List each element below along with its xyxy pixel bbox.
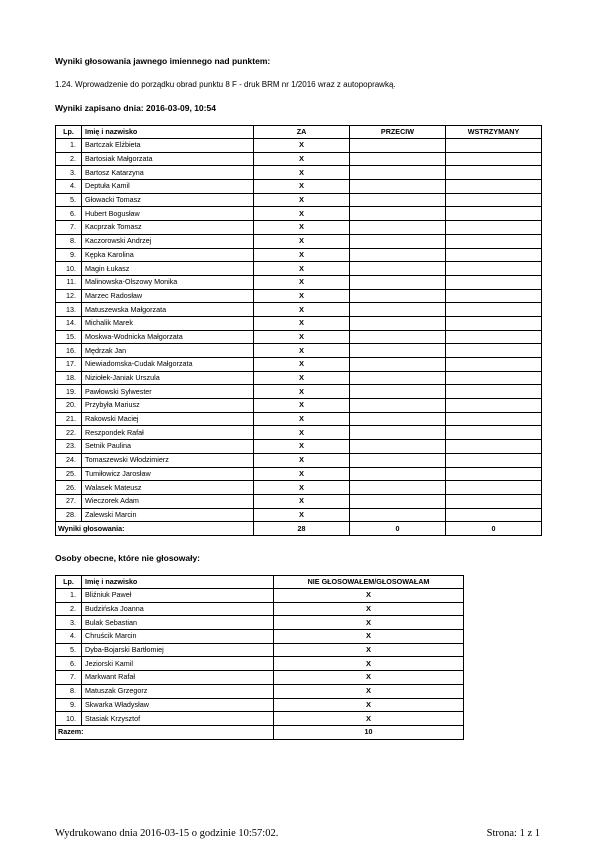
vote-mark (350, 453, 446, 467)
vote-mark (350, 289, 446, 303)
row-number: 21. (56, 412, 82, 426)
vote-mark (350, 303, 446, 317)
vote-mark (446, 303, 542, 317)
member-name: Matuszewska Małgorzata (82, 303, 254, 317)
row-number: 20. (56, 399, 82, 413)
absent-header-row (56, 576, 464, 589)
vote-mark: X (254, 481, 350, 495)
member-name: Przybyła Mariusz (82, 399, 254, 413)
vote-mark: X (254, 371, 350, 385)
member-name: Malinowska-Olszowy Monika (82, 275, 254, 289)
member-name: Hubert Bogusław (82, 207, 254, 221)
member-name: Dyba-Bojarski Bartłomiej (82, 643, 274, 657)
absent-table (55, 575, 464, 740)
vote-mark: X (254, 440, 350, 454)
vote-mark: X (274, 671, 464, 685)
member-name: Rakowski Maciej (82, 412, 254, 426)
member-name: Mędrzak Jan (82, 344, 254, 358)
row-number: 12. (56, 289, 82, 303)
row-number: 28. (56, 508, 82, 522)
vote-mark (350, 344, 446, 358)
agenda-item: 1.24. Wprowadzenie do porządku obrad punktu 8 F - druk BRM nr 1/2016 wraz z autopoprawką. (55, 80, 396, 89)
vote-mark (446, 358, 542, 372)
vote-mark (446, 481, 542, 495)
column-header: Imię i nazwisko (82, 576, 274, 589)
row-number: 24. (56, 453, 82, 467)
table-row (56, 643, 464, 657)
table-row (56, 440, 542, 454)
table-row (56, 180, 542, 194)
member-name: Bulak Sebastian (82, 616, 274, 630)
row-number: 9. (56, 698, 82, 712)
vote-mark: X (254, 234, 350, 248)
vote-mark (446, 371, 542, 385)
row-number: 15. (56, 330, 82, 344)
vote-mark: X (254, 467, 350, 481)
vote-mark (350, 358, 446, 372)
row-number: 1. (56, 589, 82, 603)
summary-label: Razem: (56, 725, 274, 739)
member-name: Moskwa-Wodnicka Małgorzata (82, 330, 254, 344)
vote-mark (350, 207, 446, 221)
summary-total: 10 (274, 725, 464, 739)
summary-za: 28 (254, 522, 350, 536)
member-name: Michalik Marek (82, 316, 254, 330)
column-header: NIE GŁOSOWAŁEM/GŁOSOWAŁAM (274, 576, 464, 589)
vote-mark (350, 262, 446, 276)
vote-mark: X (274, 630, 464, 644)
row-number: 19. (56, 385, 82, 399)
table-row (56, 289, 542, 303)
vote-mark: X (254, 152, 350, 166)
table-row (56, 221, 542, 235)
vote-mark (446, 316, 542, 330)
table-row (56, 467, 542, 481)
vote-mark (350, 193, 446, 207)
row-number: 27. (56, 494, 82, 508)
vote-mark: X (254, 508, 350, 522)
vote-mark (350, 221, 446, 235)
member-name: Chruścik Marcin (82, 630, 274, 644)
row-number: 6. (56, 657, 82, 671)
vote-mark (446, 330, 542, 344)
table-row (56, 589, 464, 603)
member-name: Bartosz Katarzyna (82, 166, 254, 180)
vote-mark: X (254, 248, 350, 262)
vote-mark: X (254, 262, 350, 276)
member-name: Matuszak Grzegorz (82, 684, 274, 698)
row-number: 1. (56, 139, 82, 153)
table-row (56, 166, 542, 180)
vote-mark (350, 371, 446, 385)
row-number: 9. (56, 248, 82, 262)
table-row (56, 248, 542, 262)
document-title: Wyniki głosowania jawnego imiennego nad punktem: (55, 56, 271, 66)
member-name: Skwarka Władysław (82, 698, 274, 712)
page-number: Strona: 1 z 1 (486, 828, 540, 839)
table-row (56, 385, 542, 399)
vote-mark (350, 481, 446, 495)
row-number: 8. (56, 684, 82, 698)
vote-mark (446, 344, 542, 358)
vote-mark: X (254, 426, 350, 440)
member-name: Tomaszewski Włodzimierz (82, 453, 254, 467)
row-number: 10. (56, 712, 82, 726)
absent-title: Osoby obecne, które nie głosowały: (55, 553, 201, 563)
row-number: 5. (56, 643, 82, 657)
row-number: 3. (56, 166, 82, 180)
vote-mark (350, 440, 446, 454)
vote-mark (446, 289, 542, 303)
vote-mark (350, 166, 446, 180)
vote-mark: X (274, 657, 464, 671)
summary-wstrzymany: 0 (446, 522, 542, 536)
vote-mark: X (254, 399, 350, 413)
table-row (56, 371, 542, 385)
table-row (56, 494, 542, 508)
vote-mark (350, 139, 446, 153)
vote-mark: X (274, 616, 464, 630)
column-header: ZA (254, 126, 350, 139)
vote-mark (446, 426, 542, 440)
vote-mark: X (254, 139, 350, 153)
table-row (56, 399, 542, 413)
vote-mark: X (274, 643, 464, 657)
column-header: Lp. (56, 576, 82, 589)
table-row (56, 426, 542, 440)
member-name: Bartosiak Małgorzata (82, 152, 254, 166)
print-timestamp: Wydrukowano dnia 2016-03-15 o godzinie 10:57:02. (55, 828, 279, 839)
row-number: 18. (56, 371, 82, 385)
vote-mark: X (274, 589, 464, 603)
member-name: Bliźniuk Paweł (82, 589, 274, 603)
vote-mark: X (274, 712, 464, 726)
vote-mark (350, 494, 446, 508)
column-header: PRZECIW (350, 126, 446, 139)
member-name: Jeziorski Kamil (82, 657, 274, 671)
table-row (56, 630, 464, 644)
table-row (56, 152, 542, 166)
vote-mark: X (254, 275, 350, 289)
table-row (56, 481, 542, 495)
vote-mark: X (254, 303, 350, 317)
vote-mark (446, 399, 542, 413)
table-row (56, 275, 542, 289)
vote-mark: X (254, 358, 350, 372)
vote-mark (446, 180, 542, 194)
vote-mark (446, 385, 542, 399)
vote-mark: X (254, 207, 350, 221)
row-number: 22. (56, 426, 82, 440)
member-name: Pawłowski Sylwester (82, 385, 254, 399)
table-row (56, 657, 464, 671)
vote-mark: X (274, 684, 464, 698)
row-number: 13. (56, 303, 82, 317)
vote-mark: X (254, 453, 350, 467)
row-number: 26. (56, 481, 82, 495)
row-number: 17. (56, 358, 82, 372)
row-number: 5. (56, 193, 82, 207)
vote-mark (446, 166, 542, 180)
vote-mark (446, 248, 542, 262)
member-name: Stasiak Krzysztof (82, 712, 274, 726)
vote-mark (350, 330, 446, 344)
vote-mark: X (254, 330, 350, 344)
vote-mark: X (254, 316, 350, 330)
table-row (56, 207, 542, 221)
vote-mark: X (254, 412, 350, 426)
row-number: 2. (56, 602, 82, 616)
vote-mark (446, 221, 542, 235)
member-name: Budzińska Joanna (82, 602, 274, 616)
vote-mark: X (254, 385, 350, 399)
vote-mark (350, 248, 446, 262)
vote-mark (446, 453, 542, 467)
vote-mark (446, 234, 542, 248)
member-name: Setnik Paulina (82, 440, 254, 454)
vote-mark (446, 494, 542, 508)
vote-mark (350, 412, 446, 426)
table-row (56, 602, 464, 616)
row-number: 4. (56, 630, 82, 644)
row-number: 2. (56, 152, 82, 166)
column-header: Imię i nazwisko (82, 126, 254, 139)
row-number: 10. (56, 262, 82, 276)
table-row (56, 262, 542, 276)
vote-mark: X (254, 180, 350, 194)
member-name: Wieczorek Adam (82, 494, 254, 508)
vote-mark: X (254, 221, 350, 235)
row-number: 6. (56, 207, 82, 221)
row-number: 3. (56, 616, 82, 630)
row-number: 7. (56, 221, 82, 235)
table-row (56, 303, 542, 317)
member-name: Niewiadomska-Cudak Małgorzata (82, 358, 254, 372)
vote-mark (446, 467, 542, 481)
member-name: Deptuła Kamil (82, 180, 254, 194)
member-name: Kępka Karolina (82, 248, 254, 262)
row-number: 14. (56, 316, 82, 330)
row-number: 16. (56, 344, 82, 358)
row-number: 8. (56, 234, 82, 248)
column-header: WSTRZYMANY (446, 126, 542, 139)
vote-mark (446, 139, 542, 153)
table-row (56, 412, 542, 426)
member-name: Reszpondek Rafał (82, 426, 254, 440)
summary-label: Wyniki głosowania: (56, 522, 254, 536)
table-row (56, 330, 542, 344)
vote-mark: X (254, 289, 350, 303)
vote-mark (350, 467, 446, 481)
vote-mark (350, 152, 446, 166)
summary-przeciw: 0 (350, 522, 446, 536)
table-row (56, 453, 542, 467)
vote-mark: X (274, 698, 464, 712)
votes-header-row (56, 126, 542, 139)
recorded-timestamp: Wyniki zapisano dnia: 2016-03-09, 10:54 (55, 103, 216, 113)
votes-summary-row (56, 522, 542, 536)
table-row (56, 193, 542, 207)
row-number: 7. (56, 671, 82, 685)
table-row (56, 698, 464, 712)
vote-mark (350, 275, 446, 289)
vote-mark: X (254, 193, 350, 207)
vote-mark (446, 440, 542, 454)
member-name: Głowacki Tomasz (82, 193, 254, 207)
table-row (56, 508, 542, 522)
member-name: Kaczorowski Andrzej (82, 234, 254, 248)
member-name: Magin Łukasz (82, 262, 254, 276)
table-row (56, 316, 542, 330)
vote-mark (350, 385, 446, 399)
vote-mark (350, 399, 446, 413)
table-row (56, 671, 464, 685)
table-row (56, 358, 542, 372)
vote-mark (446, 275, 542, 289)
vote-mark (350, 234, 446, 248)
vote-mark (446, 508, 542, 522)
vote-mark (350, 180, 446, 194)
member-name: Niziołek-Janiak Urszula (82, 371, 254, 385)
table-row (56, 139, 542, 153)
row-number: 23. (56, 440, 82, 454)
vote-mark (350, 316, 446, 330)
vote-mark: X (274, 602, 464, 616)
member-name: Markwant Rafał (82, 671, 274, 685)
member-name: Marzec Radosław (82, 289, 254, 303)
table-row (56, 616, 464, 630)
member-name: Walasek Mateusz (82, 481, 254, 495)
member-name: Bartczak Elżbieta (82, 139, 254, 153)
column-header: Lp. (56, 126, 82, 139)
vote-mark: X (254, 494, 350, 508)
vote-mark (446, 193, 542, 207)
vote-mark (446, 262, 542, 276)
vote-mark (350, 426, 446, 440)
vote-mark (446, 412, 542, 426)
row-number: 4. (56, 180, 82, 194)
table-row (56, 344, 542, 358)
table-row (56, 684, 464, 698)
vote-mark (446, 207, 542, 221)
member-name: Zalewski Marcin (82, 508, 254, 522)
vote-mark (446, 152, 542, 166)
votes-table (55, 125, 542, 536)
row-number: 25. (56, 467, 82, 481)
member-name: Tumiłowicz Jarosław (82, 467, 254, 481)
table-row (56, 712, 464, 726)
table-row (56, 234, 542, 248)
vote-mark (350, 508, 446, 522)
row-number: 11. (56, 275, 82, 289)
vote-mark: X (254, 166, 350, 180)
absent-summary-row (56, 725, 464, 739)
member-name: Kacprzak Tomasz (82, 221, 254, 235)
vote-mark: X (254, 344, 350, 358)
